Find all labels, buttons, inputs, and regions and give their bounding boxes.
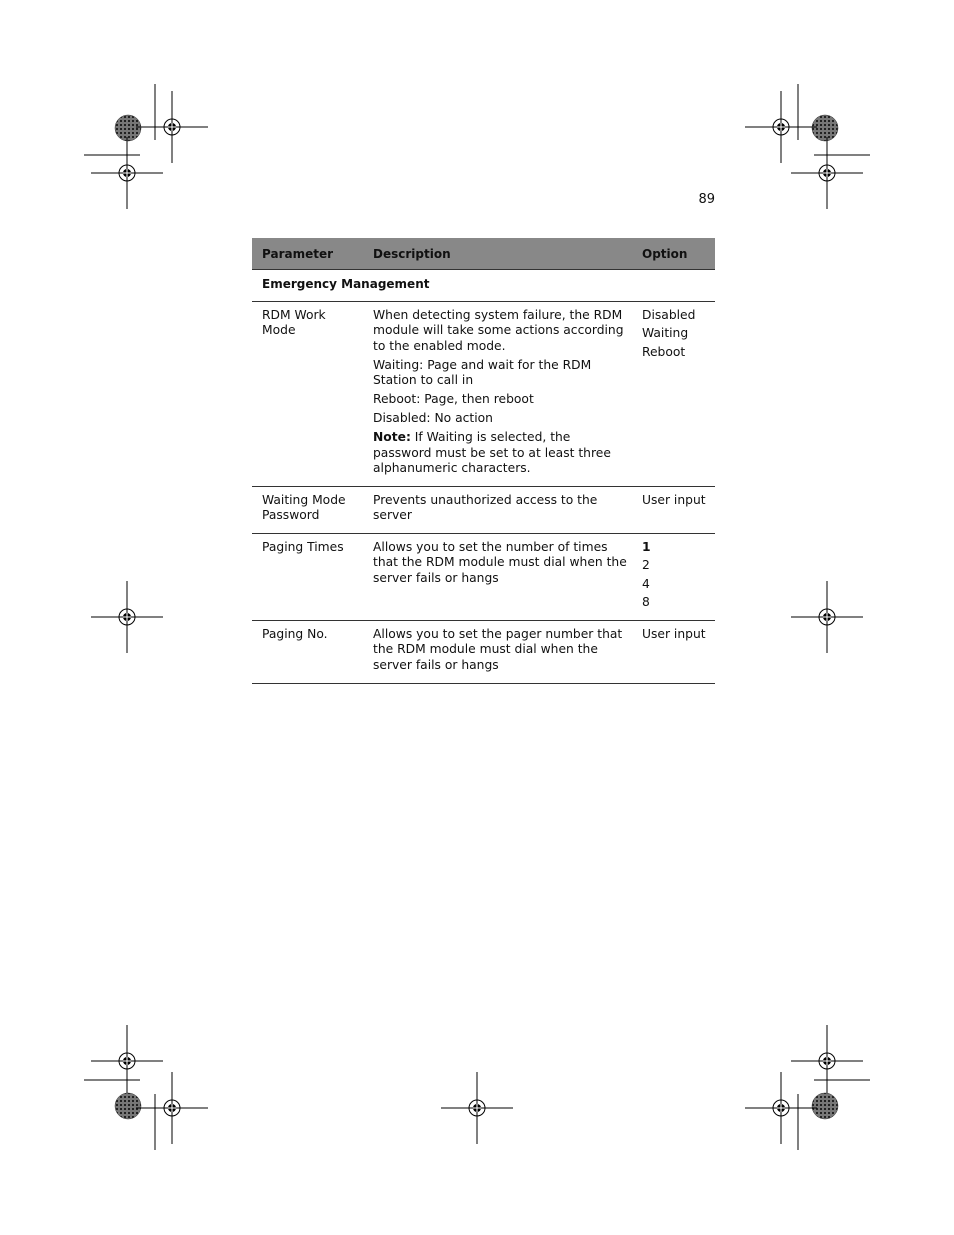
table-row	[252, 533, 715, 620]
option-value: 2	[642, 558, 650, 572]
option-value-default: 1	[642, 539, 651, 554]
note-paragraph	[373, 430, 632, 477]
description-text: Disabled: No action	[373, 411, 493, 425]
option-cell	[632, 533, 715, 620]
table-row	[252, 620, 715, 683]
table-row	[252, 301, 715, 486]
header-description: Description	[363, 238, 632, 270]
option-value: 8	[642, 595, 650, 609]
header-parameter: Parameter	[252, 238, 363, 270]
table-header-row	[252, 238, 715, 270]
option-cell: User input	[632, 486, 715, 533]
description-text: Allows you to set the pager number that the RDM module must dial when the server fails or hangs	[373, 626, 623, 672]
option-value: Disabled	[642, 307, 696, 322]
note-label: Note:	[373, 430, 411, 444]
description-cell	[363, 533, 632, 620]
parameter-table	[252, 238, 715, 684]
header-option: Option	[632, 238, 715, 270]
description-text: Reboot: Page, then reboot	[373, 392, 534, 406]
description-cell	[363, 486, 632, 533]
table-row	[252, 486, 715, 533]
option-cell	[632, 301, 715, 486]
option-value: Waiting	[642, 326, 689, 340]
option-value: 4	[642, 576, 650, 591]
section-title: Emergency Management	[252, 270, 715, 302]
description-cell	[363, 301, 632, 486]
page-number: 89	[698, 192, 715, 207]
option-value: Reboot	[642, 344, 686, 359]
parameter-cell: Waiting Mode Password	[252, 486, 363, 533]
section-row	[252, 270, 715, 302]
note-text: If Waiting is selected, the password must be set to at least three alphanumeric characters.	[373, 430, 611, 475]
description-text: Waiting: Page and wait for the RDM Station to call in	[373, 357, 592, 387]
parameter-cell: Paging No.	[252, 620, 363, 683]
description-cell	[363, 620, 632, 683]
description-text: Allows you to set the number of times that the RDM module must dial when the server fails or hangs	[373, 539, 627, 585]
parameter-cell: RDM Work Mode	[252, 301, 363, 486]
parameter-cell: Paging Times	[252, 533, 363, 620]
description-text: When detecting system failure, the RDM module will take some actions according to the enabled mode.	[373, 307, 624, 353]
option-cell: User input	[632, 620, 715, 683]
description-text: Prevents unauthorized access to the server	[373, 492, 598, 522]
